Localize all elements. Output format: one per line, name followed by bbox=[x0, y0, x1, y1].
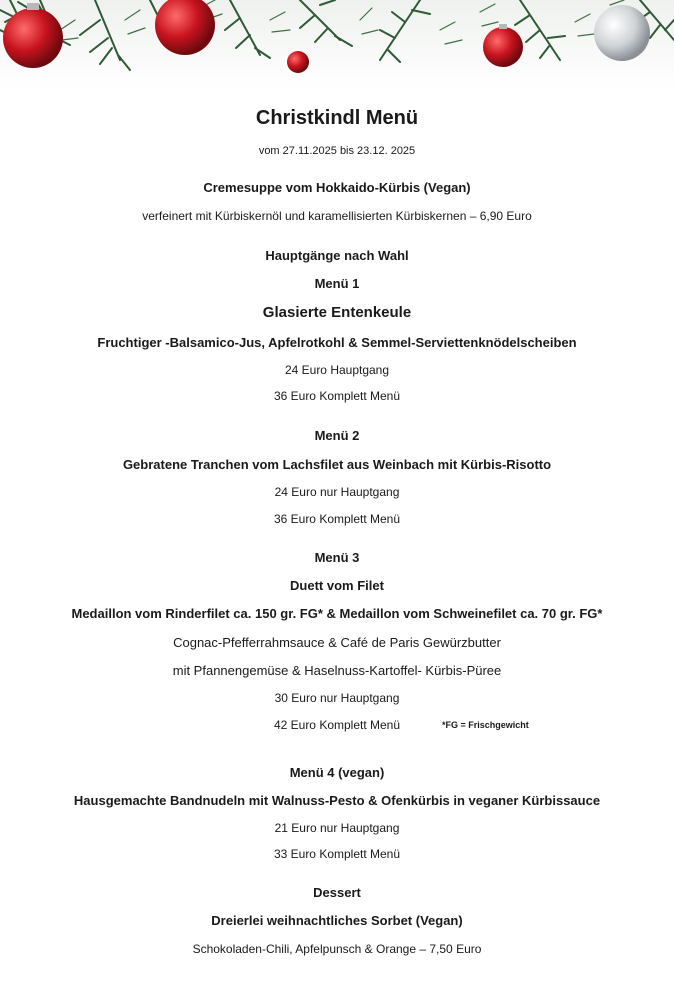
date-range: vom 27.11.2025 bis 23.12. 2025 bbox=[258, 145, 416, 157]
menu3-label: Menü 3 bbox=[314, 550, 360, 565]
menu2-label: Menü 2 bbox=[314, 428, 360, 443]
red-ornament-small bbox=[287, 51, 309, 73]
menu1-sides: Fruchtiger -Balsamico-Jus, Apfelrotkohl & Semmel-Serviettenknödelscheiben bbox=[97, 335, 577, 350]
menu4-price-full: 33 Euro Komplett Menü bbox=[273, 847, 401, 861]
menu-title: Christkindl Menü bbox=[255, 107, 419, 129]
menu3-sides: mit Pfannengemüse & Haselnuss-Kartoffel- Kürbis-Püree bbox=[172, 663, 502, 678]
dessert-description: Schokoladen-Chili, Apfelpunsch & Orange – 7,50 Euro bbox=[192, 942, 482, 956]
menu4-price-main: 21 Euro nur Hauptgang bbox=[274, 821, 400, 835]
menu1-price-full: 36 Euro Komplett Menü bbox=[273, 389, 401, 403]
menu3-price-main: 30 Euro nur Hauptgang bbox=[274, 691, 400, 705]
fg-footnote: *FG = Frischgewicht bbox=[442, 720, 529, 730]
soup-description: verfeinert mit Kürbiskernöl und karamellisierten Kürbiskernen – 6,90 Euro bbox=[142, 209, 532, 223]
silver-ornament bbox=[594, 5, 650, 61]
menu4-label: Menü 4 (vegan) bbox=[289, 765, 385, 780]
dessert-name: Dreierlei weihnachtliches Sorbet (Vegan) bbox=[211, 913, 463, 928]
menu3-detail: Medaillon vom Rinderfilet ca. 150 gr. FG* & Medaillon vom Schweinefilet ca. 70 gr. FG* bbox=[71, 606, 603, 621]
menu4-dish: Hausgemachte Bandnudeln mit Walnuss-Pesto & Ofenkürbis in veganer Kürbissauce bbox=[73, 793, 601, 808]
soup-name: Cremesuppe vom Hokkaido-Kürbis (Vegan) bbox=[203, 180, 471, 195]
menu1-dish: Glasierte Entenkeule bbox=[262, 304, 412, 321]
christmas-banner bbox=[0, 0, 674, 90]
mains-heading: Hauptgänge nach Wahl bbox=[265, 248, 409, 263]
menu2-price-full: 36 Euro Komplett Menü bbox=[273, 512, 401, 526]
menu2-price-main: 24 Euro nur Hauptgang bbox=[274, 485, 400, 499]
menu1-label: Menü 1 bbox=[314, 276, 360, 291]
menu1-price-main: 24 Euro Hauptgang bbox=[284, 363, 390, 377]
menu2-dish: Gebratene Tranchen vom Lachsfilet aus Weinbach mit Kürbis-Risotto bbox=[122, 457, 552, 472]
menu3-price-full: 42 Euro Komplett Menü bbox=[273, 718, 401, 732]
dessert-heading: Dessert bbox=[313, 885, 361, 900]
menu3-sauce: Cognac-Pfefferrahmsauce & Café de Paris Gewürzbutter bbox=[173, 635, 501, 650]
menu3-dish: Duett vom Filet bbox=[290, 578, 384, 593]
